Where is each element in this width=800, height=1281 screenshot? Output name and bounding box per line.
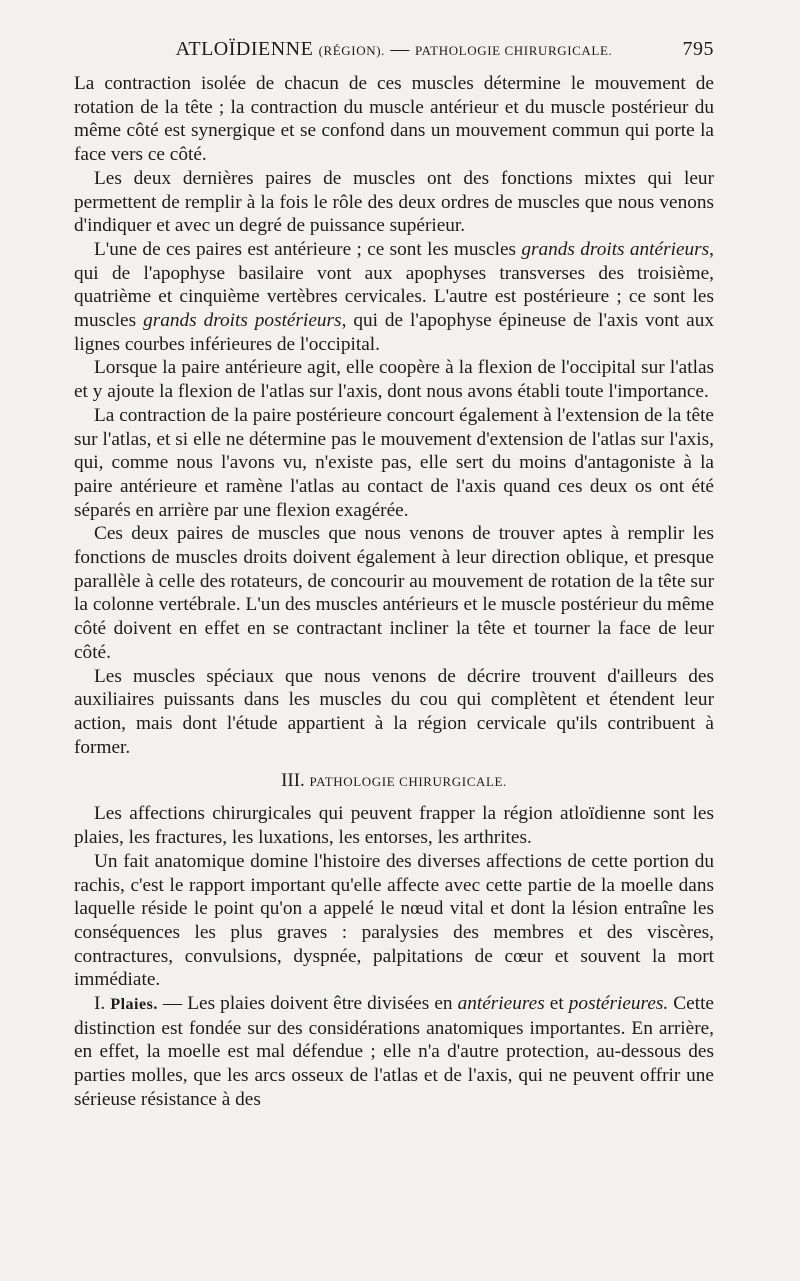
paragraph: Les affections chirurgicales qui peuvent frapper la région atloïdienne sont les plaies, les fractures, les luxations, les entorses, les arthrites. <box>74 803 714 849</box>
paragraph: La contraction de la paire postérieure concourt également à l'extension de la tête sur l'atlas, et si elle ne détermine pas le mouvement d'extension de l'atlas sur l'axis, qui, comme nous l'avons vu, n'existe pas, elle sert du moins d'antagoniste à la paire antérieure et ramène l'atlas au contact de l'axis quand ces deux os ont été séparés en arrière par une flexion exagérée. <box>74 404 714 521</box>
item-heading: Plaies. <box>110 996 158 1014</box>
section-numeral: III. <box>281 770 305 792</box>
running-head-dash: — <box>390 39 410 60</box>
italic-term: antérieures <box>457 993 545 1015</box>
paragraph: Lorsque la paire antérieure agit, elle coopère à la flexion de l'occipital sur l'atlas et y ajoute la flexion de l'atlas sur l'axis, dont nous avons établi toute l'importance. <box>74 357 714 403</box>
running-head-title: ATLOÏDIENNE <box>175 38 314 60</box>
paragraph <box>74 238 714 357</box>
section-title: PATHOLOGIE CHIRURGICALE. <box>309 774 507 790</box>
running-head-region: (RÉGION). <box>318 43 385 58</box>
text-run: , qui de l'apophyse basilaire vont aux apophyses transverses des troisième, quatrième et cinquième vertèbres cervicales. L'autre est postérieure ; ce sont les muscles <box>74 238 714 332</box>
italic-term: grands droits postérieurs <box>143 310 342 332</box>
italic-term: postérieures. <box>568 993 669 1015</box>
item-number: I. <box>94 993 106 1015</box>
text-run: L'une de ces paires est antérieure ; ce sont les muscles <box>94 238 522 260</box>
running-head <box>74 38 714 72</box>
paragraph: La contraction isolée de chacun de ces muscles détermine le mouvement de rotation de la tête ; la contraction du muscle antérieur et du muscle postérieur du même côté est synergique et se confond dans un mouvement commun qui porte la face vers ce côté. <box>74 73 714 166</box>
body-text <box>74 72 714 1112</box>
section-heading <box>74 769 714 794</box>
paragraph: Un fait anatomique domine l'histoire des diverses affections de cette portion du rachis, c'est le rapport important qu'elle affecte avec cette partie de la moelle dans laquelle réside le point qu'on a appelé le nœud vital et dont la lésion entraîne les conséquences les plus graves : paralysies des membres et des viscères, contractures, convulsions, dyspnée, palpitations de cœur et souvent la mort immédiate. <box>74 850 714 991</box>
text-run: Cette distinction est fondée sur des considérations anatomiques importantes. En arrière, en effet, la moelle est mal défendue ; elle n'a d'autre protection, au-dessous des parties molles, que les arcs osseux de l'atlas et de l'axis, qui ne peuvent offrir une sérieuse résistance à des <box>74 993 714 1110</box>
page <box>74 38 714 1112</box>
paragraph: Les deux dernières paires de muscles ont des fonctions mixtes qui leur permettent de remplir à la fois le rôle des deux ordres de muscles que nous venons d'indiquer et avec un degré de puissance supérieur. <box>74 167 714 237</box>
page-number: 795 <box>682 38 714 60</box>
paragraph: Ces deux paires de muscles que nous venons de trouver aptes à remplir les fonctions de muscles droits doivent également à leur direction oblique, et presque parallèle à celle des rotateurs, de concourir au mouvement de rotation de la tête sur la colonne vertébrale. L'un des muscles antérieurs et le muscle postérieur du même côté doivent en effet en se contractant incliner la tête et tourner la face de leur côté. <box>74 523 714 663</box>
paragraph <box>74 992 714 1112</box>
paragraph: Les muscles spéciaux que nous venons de décrire trouvent d'ailleurs des auxiliaires puissants dans les muscles du cou qui complètent et étendent leur action, mais dont l'étude appartient à la région cervicale qu'ils contribuent à former. <box>74 665 714 758</box>
running-head-subject: PATHOLOGIE CHIRURGICALE. <box>414 43 613 58</box>
text-run: — Les plaies doivent être divisées en <box>157 993 458 1015</box>
text-run: et <box>544 993 569 1015</box>
text-run: , qui de l'apophyse épineuse de l'axis vont aux lignes courbes inférieures de l'occipital. <box>74 310 714 355</box>
italic-term: grands droits antérieurs <box>521 238 710 260</box>
